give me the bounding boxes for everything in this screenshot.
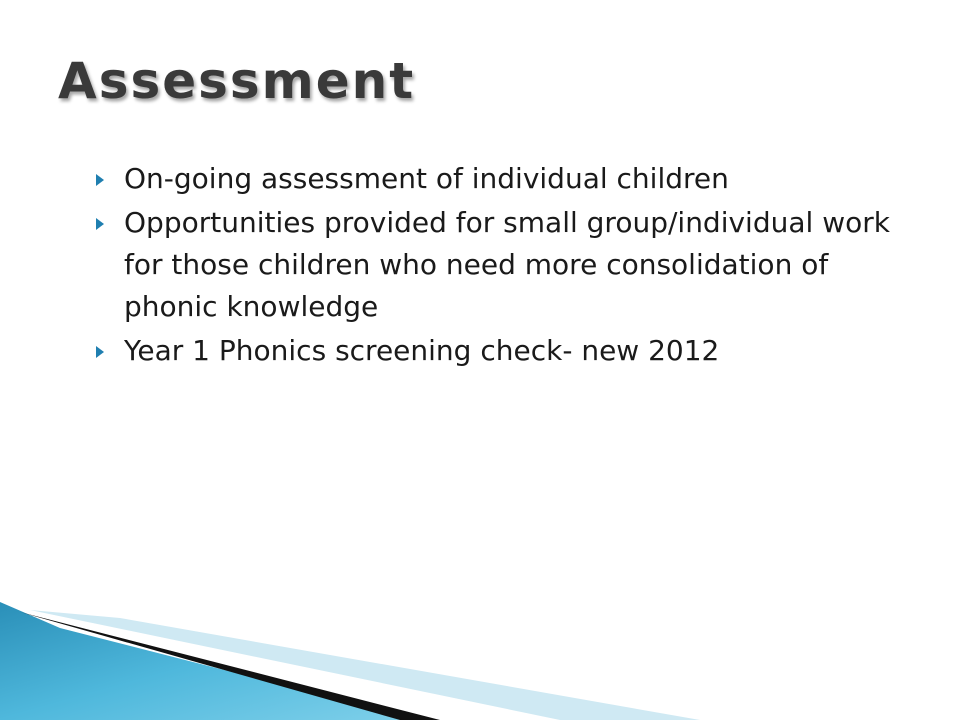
arrow-bullet-icon bbox=[96, 346, 104, 358]
bullet-item bbox=[96, 158, 916, 200]
bullet-text: Opportunities provided for small group/individual work for those children who need more consolidation of phonic knowledge bbox=[124, 206, 890, 323]
bullet-list bbox=[96, 158, 916, 374]
slide-title: Assessment bbox=[58, 52, 416, 110]
bullet-item bbox=[96, 202, 916, 328]
bullet-text: On-going assessment of individual children bbox=[124, 162, 729, 195]
arrow-bullet-icon bbox=[96, 174, 104, 186]
bullet-item bbox=[96, 330, 916, 372]
bullet-text: Year 1 Phonics screening check- new 2012 bbox=[124, 334, 720, 367]
arrow-bullet-icon bbox=[96, 218, 104, 230]
